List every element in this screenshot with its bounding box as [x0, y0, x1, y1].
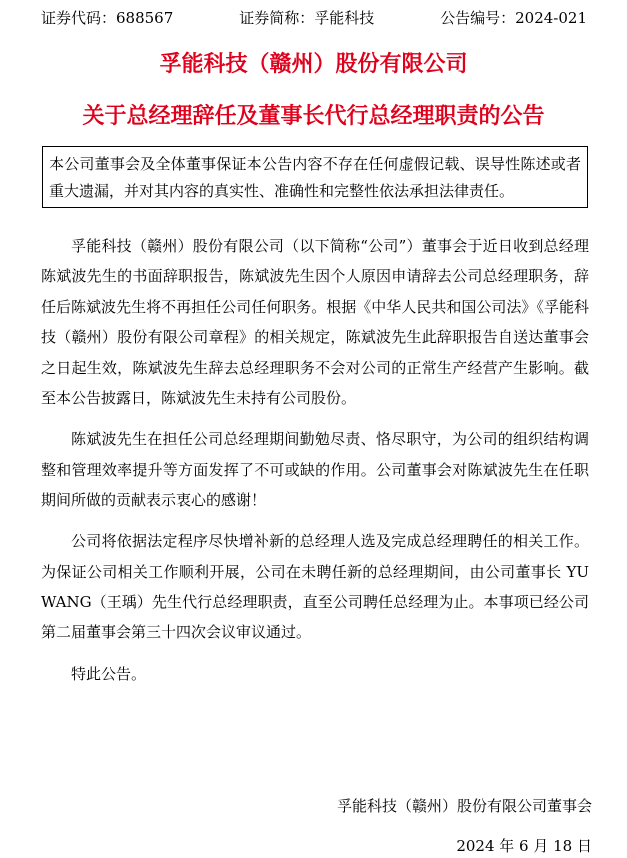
document-header — [41, 8, 587, 28]
stock-code: 证券代码：688567 — [41, 9, 174, 27]
announcement-title: 关于总经理辞任及董事长代行总经理职责的公告 — [82, 103, 545, 129]
paragraph-thanks: 陈斌波先生在担任公司总经理期间勤勉尽责、恪尽职守，为公司的组织结构调整和管理效率提升等方面发挥了不可或缺的作用。公司董事会对陈斌波先生在任职期间所做的贡献表示衷心的感谢！ — [41, 430, 589, 510]
paragraph-resignation: 孚能科技（赣州）股份有限公司（以下简称“公司”）董事会于近日收到总经理陈斌波先生的书面辞职报告，陈斌波先生因个人原因申请辞去公司总经理职务，辞任后陈斌波先生将不再担任公司任何职务。根据《中华人民共和国公司法》《孚能科技（赣州）股份有限公司章程》的相关规定，陈斌波先生此辞职报告自送达董事会之日起生效，陈斌波先生辞去总经理职务不会对公司的正常生产经营产生影响。截至本公告披露日，陈斌波先生未持有公司股份。 — [41, 237, 589, 408]
company-title: 孚能科技（赣州）股份有限公司 — [159, 51, 468, 77]
announcement-number: 公告编号：2024-021 — [440, 9, 587, 27]
board-guarantee-notice: 本公司董事会及全体董事保证本公告内容不存在任何虚假记载、误导性陈述或者重大遗漏，并对其内容的真实性、准确性和完整性依法承担法律责任。 — [42, 146, 588, 208]
stock-abbreviation: 证券简称：孚能科技 — [239, 9, 375, 27]
signature-date: 2024 年 6 月 18 日 — [456, 837, 592, 855]
signature-company: 孚能科技（赣州）股份有限公司董事会 — [336, 797, 592, 815]
paragraph-closing: 特此公告。 — [71, 664, 147, 683]
paragraph-interim-duties: 公司将依据法定程序尽快增补新的总经理人选及完成总经理聘任的相关工作。为保证公司相关工作顺利开展，公司在未聘任新的总经理期间，由公司董事长 YU WANG（王瑀）先生代行总经理职责，直至公司聘任总经理为止。本事项已经公司第二届董事会第三十四次会议审议通过。 — [41, 532, 589, 642]
announcement-body — [41, 231, 589, 700]
